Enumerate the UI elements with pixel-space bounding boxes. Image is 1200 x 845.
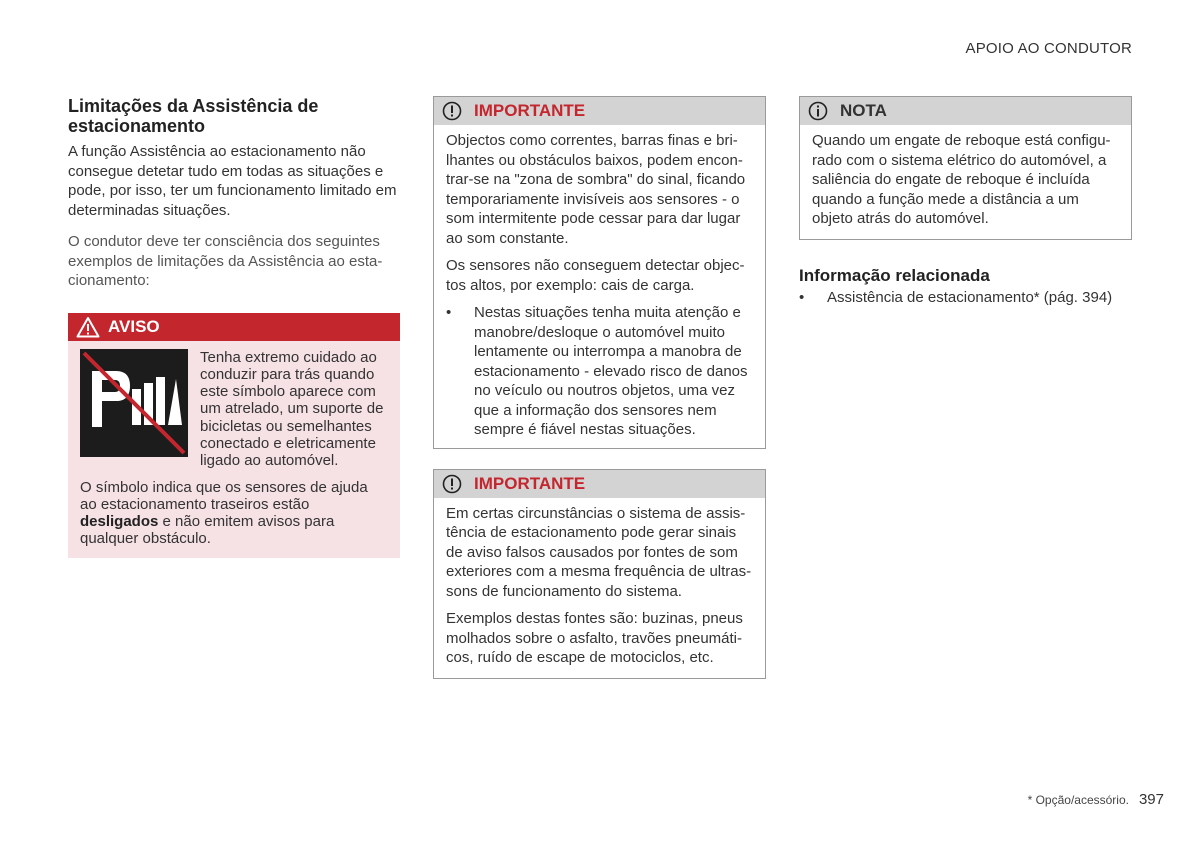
aviso-text: Tenha extremo cuidado ao conduzir para trás quando este símbolo aparece com um atrelado, um suporte de bicicletas ou semelhantes conectado e eletricamente ligado ao automóvel. [200, 348, 384, 470]
importante-paragraph-1: Objectos como correntes, barras finas e bri-lhantes ou obstáculos baixos, podem encon-trar-se na "zona de sombra" do sinal, ficando temporariamente invisíveis aos sensores - o som intermitente pode cessar para dar lugar ao som constante. [446, 132, 746, 247]
related-link[interactable]: • Assistência de estacionamento* (pág. 394) [799, 288, 1113, 306]
column-left [68, 96, 400, 558]
chapter-header: APOIO AO CONDUTOR [965, 40, 1132, 57]
aviso-box [68, 313, 400, 558]
aviso-header [68, 313, 400, 341]
importante-box-1 [433, 96, 766, 449]
importante-paragraph-4: Exemplos destas fontes são: buzinas, pneus molhados sobre o asfalto, travões pneumáti-cos, ruído de escape de motociclos, etc. [446, 610, 743, 666]
bullet-icon: • [799, 288, 805, 306]
nota-header [800, 97, 1131, 125]
importante-header-1 [434, 97, 765, 125]
aviso-label: AVISO [108, 316, 160, 336]
related-info-title: Informação relacionada [799, 265, 990, 285]
aviso-footnote: O símbolo indica que os sensores de ajuda ao estacionamento traseiros estão desligados e não emitem avisos para qualquer obstáculo. [80, 478, 368, 548]
intro-paragraph-2: O condutor deve ter consciência dos seguintes exemplos de limitações da Assistência ao esta-cionamento: [68, 233, 383, 289]
info-circle-icon [808, 101, 828, 121]
emphasis-desligados: desligados [80, 513, 159, 531]
footnote: * Opção/acessório. [1027, 793, 1129, 807]
page-number: 397 [1138, 791, 1164, 808]
importante-paragraph-2: Os sensores não conseguem detectar objec-tos altos, por exemplo: cais de carga. [446, 257, 745, 294]
column-middle [433, 96, 766, 679]
column-right [799, 96, 1132, 307]
importante-label-1: IMPORTANTE [474, 101, 586, 120]
nota-box [799, 96, 1132, 240]
nota-text: Quando um engate de reboque está configu-rado com o sistema elétrico do automóvel, a saliência do engate de reboque é incluída quando a função mede a distância a um objeto atrás do automóvel. [812, 132, 1111, 227]
nota-label: NOTA [840, 101, 887, 120]
importante-header-2 [434, 470, 765, 498]
warning-triangle-icon [76, 316, 100, 338]
importante-label-2: IMPORTANTE [474, 473, 586, 493]
parking-sensor-off-icon [80, 349, 188, 457]
exclamation-circle-icon [442, 474, 462, 494]
list-item: • Nestas situações tenha muita atenção e manobre/desloque o automóvel muito lentamente ou interrompa a manobra de estacionamento - elevado risco de danos no veículo ou noutros objetos, uma vez que a informação dos sensores nem sempre é fiável nestas situações. [446, 304, 748, 438]
exclamation-circle-icon [442, 101, 462, 121]
importante-paragraph-3: Em certas circunstâncias o sistema de assis-tência de estacionamento pode gerar sinais de aviso falsos causados por fontes de som exteriores com a mesma frequência de ultras-sons de funcionamento do sistema. [446, 504, 752, 600]
intro-paragraph: A função Assistência ao estacionamento não consegue detetar tudo em todas as situações e pode, por isso, ter um funcionamento limitado em determinadas situações. [68, 143, 397, 219]
page-footer [1028, 791, 1164, 808]
bullet-icon: • [446, 304, 452, 321]
importante-box-2 [433, 469, 766, 679]
section-title: Limitações da Assistência de estacionamento [68, 96, 319, 136]
